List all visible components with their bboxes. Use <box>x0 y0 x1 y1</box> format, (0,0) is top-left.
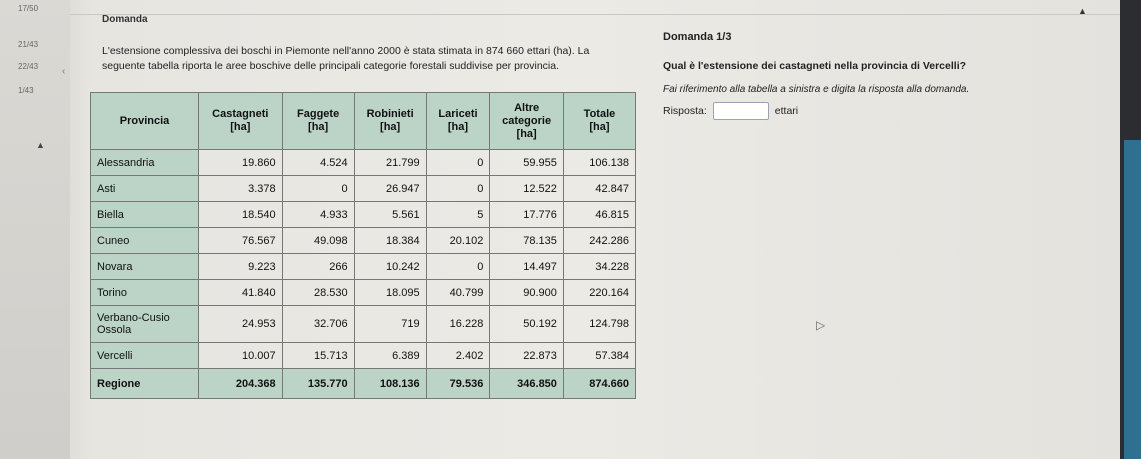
nav-item[interactable]: 17/50 <box>18 4 39 13</box>
question-prompt: Qual è l'estensione dei castagneti nella provincia di Vercelli? <box>663 60 967 72</box>
cell: 32.706 <box>282 306 354 343</box>
table-header-row <box>91 93 636 150</box>
answer-input[interactable] <box>713 102 769 120</box>
answer-label: Risposta: <box>663 105 707 117</box>
cell-provincia: Torino <box>91 280 199 306</box>
cell: 26.947 <box>354 176 426 202</box>
cell: 10.007 <box>199 343 283 369</box>
cell: 0 <box>426 176 490 202</box>
cell: 3.378 <box>199 176 283 202</box>
cell: 21.799 <box>354 150 426 176</box>
question-intro <box>102 44 662 74</box>
nav-item[interactable]: 1/43 <box>18 86 34 95</box>
cell: 59.955 <box>490 150 564 176</box>
header-castagneti: Castagneti [ha] <box>199 93 283 150</box>
answer-unit: ettari <box>774 105 799 117</box>
cell-total: 346.850 <box>490 369 564 399</box>
cell-provincia: Alessandria <box>91 150 199 176</box>
cell-provincia: Biella <box>91 202 199 228</box>
scroll-up-icon[interactable]: ▲ <box>1078 6 1087 16</box>
table-row <box>91 306 636 343</box>
cell-regione: Regione <box>91 369 199 399</box>
chevron-left-icon[interactable]: ‹ <box>62 66 66 77</box>
cell-total: 108.136 <box>354 369 426 399</box>
table-row <box>91 150 636 176</box>
cell-total: 135.770 <box>282 369 354 399</box>
adjacent-window-panel <box>1124 140 1141 459</box>
cell: 4.933 <box>282 202 354 228</box>
cell: 34.228 <box>563 254 635 280</box>
cell: 28.530 <box>282 280 354 306</box>
table-row <box>91 280 636 306</box>
cell: 18.095 <box>354 280 426 306</box>
cell: 4.524 <box>282 150 354 176</box>
table-row <box>91 176 636 202</box>
table-row <box>91 343 636 369</box>
intro-line: seguente tabella riporta le aree boschive delle principali categorie forestali suddivise per provincia. <box>102 60 560 72</box>
question-nav <box>0 0 70 459</box>
cell: 78.135 <box>490 228 564 254</box>
question-hint: Fai riferimento alla tabella a sinistra e digita la risposta alla domanda. <box>663 84 970 95</box>
cell: 12.522 <box>490 176 564 202</box>
cell: 220.164 <box>563 280 635 306</box>
cell: 18.384 <box>354 228 426 254</box>
cell-provincia: Cuneo <box>91 228 199 254</box>
cell: 57.384 <box>563 343 635 369</box>
cell: 10.242 <box>354 254 426 280</box>
cell: 14.497 <box>490 254 564 280</box>
cell: 5.561 <box>354 202 426 228</box>
cell-provincia: Novara <box>91 254 199 280</box>
cell: 106.138 <box>563 150 635 176</box>
nav-item[interactable]: 22/43 <box>18 62 39 71</box>
table-row <box>91 254 636 280</box>
cell-total: 204.368 <box>199 369 283 399</box>
cell: 0 <box>426 254 490 280</box>
cell: 16.228 <box>426 306 490 343</box>
cell: 90.900 <box>490 280 564 306</box>
answer-row <box>663 102 798 120</box>
cell: 20.102 <box>426 228 490 254</box>
cell: 50.192 <box>490 306 564 343</box>
cell: 19.860 <box>199 150 283 176</box>
header-altre-categorie: Altre categorie [ha] <box>490 93 564 150</box>
cell: 5 <box>426 202 490 228</box>
table-total-row <box>91 369 636 399</box>
header-lariceti: Lariceti [ha] <box>426 93 490 150</box>
cell: 242.286 <box>563 228 635 254</box>
question-counter: Domanda 1/3 <box>663 31 732 43</box>
cell: 719 <box>354 306 426 343</box>
cell: 49.098 <box>282 228 354 254</box>
cell: 42.847 <box>563 176 635 202</box>
header-totale: Totale [ha] <box>563 93 635 150</box>
cell-total: 79.536 <box>426 369 490 399</box>
cell-provincia: Vercelli <box>91 343 199 369</box>
cell: 0 <box>282 176 354 202</box>
forest-area-table <box>90 92 636 399</box>
triangle-up-icon[interactable]: ▲ <box>36 140 45 150</box>
cell: 9.223 <box>199 254 283 280</box>
cell: 46.815 <box>563 202 635 228</box>
cell: 18.540 <box>199 202 283 228</box>
intro-line: L'estensione complessiva dei boschi in Piemonte nell'anno 2000 è stata stimata in 874 660 ettari (ha). La <box>102 45 590 57</box>
cell: 15.713 <box>282 343 354 369</box>
cell: 17.776 <box>490 202 564 228</box>
cell: 0 <box>426 150 490 176</box>
nav-item[interactable]: 21/43 <box>18 40 39 49</box>
mouse-pointer-icon: ▷ <box>816 318 826 332</box>
cell-total: 874.660 <box>563 369 635 399</box>
cell: 41.840 <box>199 280 283 306</box>
cell: 22.873 <box>490 343 564 369</box>
cell: 124.798 <box>563 306 635 343</box>
cell: 24.953 <box>199 306 283 343</box>
cell: 6.389 <box>354 343 426 369</box>
header-provincia: Provincia <box>91 93 199 150</box>
header-robinieti: Robinieti [ha] <box>354 93 426 150</box>
section-label: Domanda <box>102 14 148 25</box>
divider <box>70 14 1120 15</box>
cell: 2.402 <box>426 343 490 369</box>
table-row <box>91 202 636 228</box>
cell-provincia: Verbano-Cusio Ossola <box>91 306 199 343</box>
cell: 40.799 <box>426 280 490 306</box>
header-faggete: Faggete [ha] <box>282 93 354 150</box>
table-row <box>91 228 636 254</box>
cell: 76.567 <box>199 228 283 254</box>
adjacent-window-edge <box>1120 0 1141 459</box>
cell: 266 <box>282 254 354 280</box>
cell-provincia: Asti <box>91 176 199 202</box>
